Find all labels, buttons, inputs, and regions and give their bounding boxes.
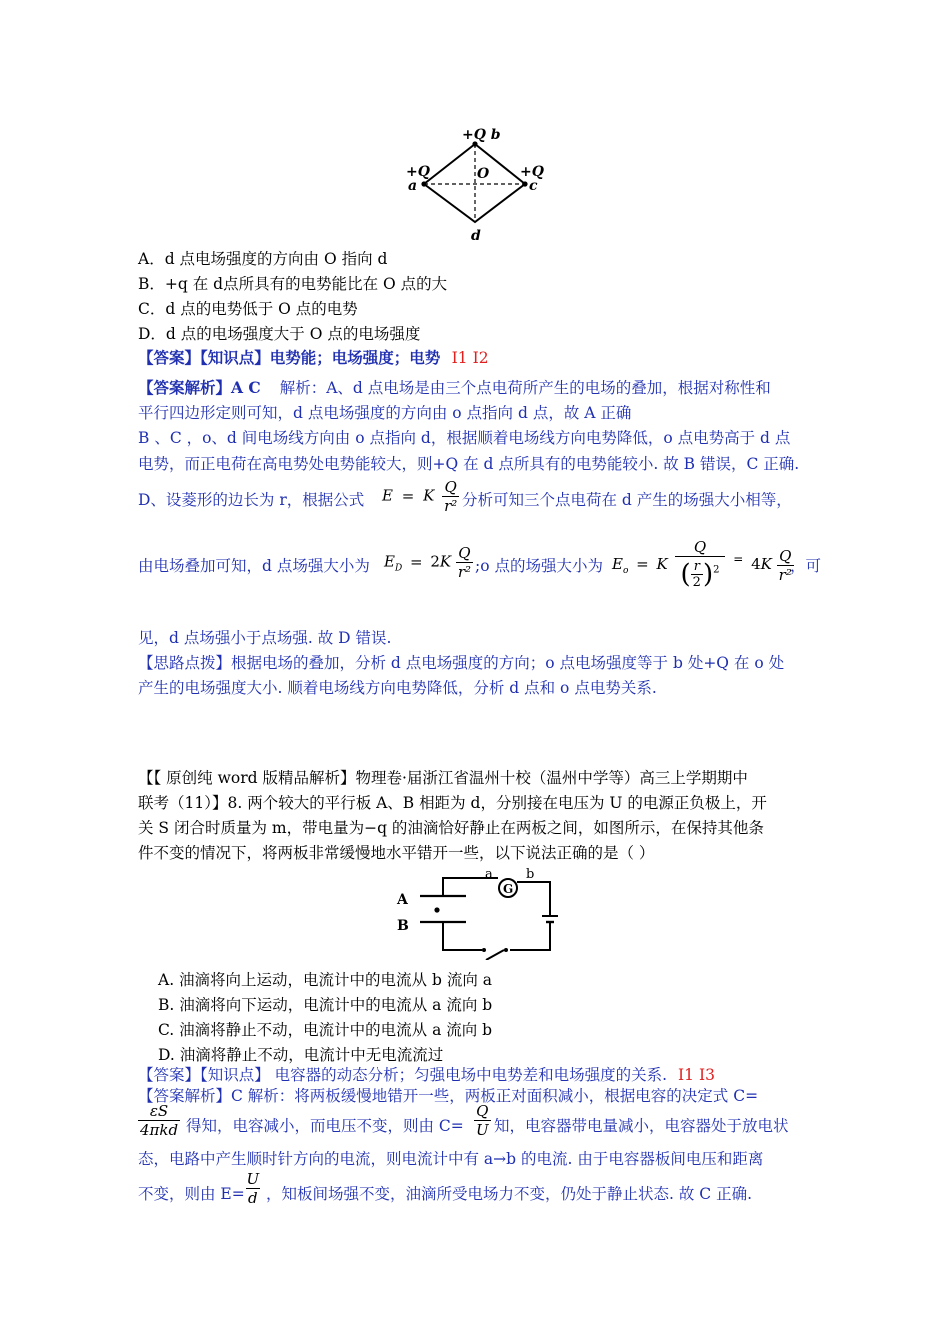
q1-analysis-line-1 [138, 378, 771, 398]
label-c-charge: +Q [520, 164, 544, 180]
q1-analysis-tag: 【答案解析】A C [138, 378, 261, 397]
q2-analysis-line-1: 【答案解析】C 解析：将两板缓慢地错开一些，两板正对面积减小，根据电容的决定式 C= [138, 1087, 759, 1105]
q2-option-d: D. 油滴将静止不动，电流计中无电流流过 [158, 1046, 444, 1064]
label-c: c [529, 178, 538, 194]
q1-analysis-line-4: 电势，而正电荷在高电势处电势能较大，则+Q 在 d 点所具有的电势能较小. 故 B 错误，C 正确. [138, 455, 800, 473]
label-d: d [471, 228, 481, 242]
q2-option-b: B. 油滴将向下运动，电流计中的电流从 a 流向 b [158, 996, 493, 1014]
circuit-label-A: A [397, 892, 408, 908]
q1-option-c: C．d 点的电势低于 O 点的电势 [138, 300, 358, 318]
oil-drop [434, 907, 439, 912]
q1-option-a: A．d 点电场强度的方向由 O 指向 d [138, 250, 388, 268]
q1-hint-line-2: 产生的电场强度大小. 顺着电场线方向电势降低，分析 d 点和 o 点电势关系. [138, 679, 657, 697]
q1-analysis-text-6a: 由电场叠加可知，d 点场强大小为 [138, 557, 370, 575]
label-o: O [477, 166, 490, 182]
q1-analysis-line-7: 见，d 点场强小于点场强. 故 D 错误. [138, 629, 392, 647]
q2-stem-line-4: 件不变的情况下，将两板非常缓慢地水平错开一些，以下说法正确的是（ ） [138, 844, 655, 862]
q2-option-c: C. 油滴将静止不动，电流计中的电流从 a 流向 b [158, 1021, 493, 1039]
q2-stem-line-3: 关 S 闭合时质量为 m，带电量为−q 的油滴恰好静止在两板之间，如图所示，在保持其他条 [138, 819, 764, 837]
formula-q-over-u: $\frac{Q}{U}$ [476, 1102, 489, 1139]
q1-option-b: B．+q 在 d点所具有的电势能比在 O 点的大 [138, 275, 448, 293]
q2-answer-line [138, 1065, 715, 1085]
q2-option-a: A. 油滴将向上运动，电流计中的电流从 b 流向 a [158, 971, 492, 989]
q1-analysis-line-5 [138, 490, 364, 510]
q1-analysis-text-6b: ;o 点的场强大小为 [475, 557, 603, 575]
q1-analysis-text-1: 解析：A、d 点电场是由三个点电荷所产生的电场的叠加，根据对称性和 [279, 379, 771, 397]
circuit-label-B: B [397, 918, 409, 934]
q1-answer-codes: I1 I2 [451, 349, 489, 367]
q1-analysis-line-3: B 、C ，o、d 间电场线方向由 o 点指向 d，根据顺着电场线方向电势降低，o 点电势高于 d 点 [138, 429, 791, 447]
switch-s [486, 950, 504, 960]
formula-coulomb: E = K $\frac{Q}{\text{r²}}$ [382, 478, 458, 515]
formula-u-over-d: $\frac{U}{d}$ [246, 1170, 260, 1207]
rhombus-charge-diagram [404, 124, 552, 242]
q2-stem-line-1: 【【 原创纯 word 版精品解析】物理卷·届浙江省温州十校（温州中学等）高三上学期期中 [138, 769, 748, 787]
q2-analysis-line-3: 态，电路中产生顺时针方向的电流，则电流计中有 a→b 的电流. 由于电容器板间电压和距离 [138, 1150, 764, 1168]
q1-analysis-text-6c: ，可 [790, 557, 822, 575]
capacitor-circuit-diagram [392, 866, 582, 960]
label-a: a [408, 178, 418, 194]
formula-ed: $E_D = 2K$ $\frac{Q}{\text{r²}}$ [384, 544, 472, 581]
q1-hint-line-1: 【思路点拨】根据电场的叠加，分析 d 点电场强度的方向；o 点电场强度等于 b 处+Q 在 o 处 [138, 654, 785, 672]
q2-analysis-text-2b: 知，电容器带电量减小，电容器处于放电状 [494, 1117, 789, 1135]
formula-eo: $E_o = K$ Q ( $\frac{r}{2}$ )$^2$ = 4K $\frac{Q}{\text{r²}}$ [612, 538, 792, 590]
circuit-label-b: b [526, 867, 535, 882]
q1-answer-tag: 【答案】【知识点】电势能；电场强度；电势 [138, 348, 441, 367]
q2-analysis-text-4a: 不变，则由 E= [138, 1185, 245, 1203]
q2-answer-tag: 【答案】【知识点】 电容器的动态分析；匀强电场中电势差和电场强度的关系. [138, 1066, 668, 1084]
q2-stem-line-2: 联考（11）】8. 两个较大的平行板 A、B 相距为 d，分别接在电压为 U 的电源正负极上，开 [138, 794, 767, 812]
q1-analysis-text-5a: D、设菱形的边长为 r，根据公式 [138, 491, 365, 509]
q1-option-d: D．d 点的电场强度大于 O 点的电场强度 [138, 325, 421, 343]
q2-answer-codes: I1 I3 [678, 1066, 715, 1084]
q1-answer-line [138, 348, 489, 368]
q1-analysis-line-2: 平行四边形定则可知，d 点电场强度的方向由 o 点指向 d 点，故 A 正确 [138, 404, 632, 422]
q2-analysis-text-2a: 得知，电容减小，而电压不变，则由 C= [186, 1117, 464, 1135]
circuit-label-g: G [503, 882, 514, 896]
q1-analysis-text-5b: 分析可知三个点电荷在 d 产生的场强大小相等， [462, 491, 792, 509]
q2-analysis-text-4b: ，知板间场强不变，油滴所受电场力不变，仍处于静止状态. 故 C 正确. [266, 1185, 752, 1203]
label-a-charge: +Q [406, 164, 430, 180]
label-b: +Q b [462, 127, 501, 143]
circuit-label-a: a [485, 867, 493, 882]
formula-capacitance: $\frac{\varepsilon S}{\text{4πkd}}$ [140, 1102, 179, 1139]
